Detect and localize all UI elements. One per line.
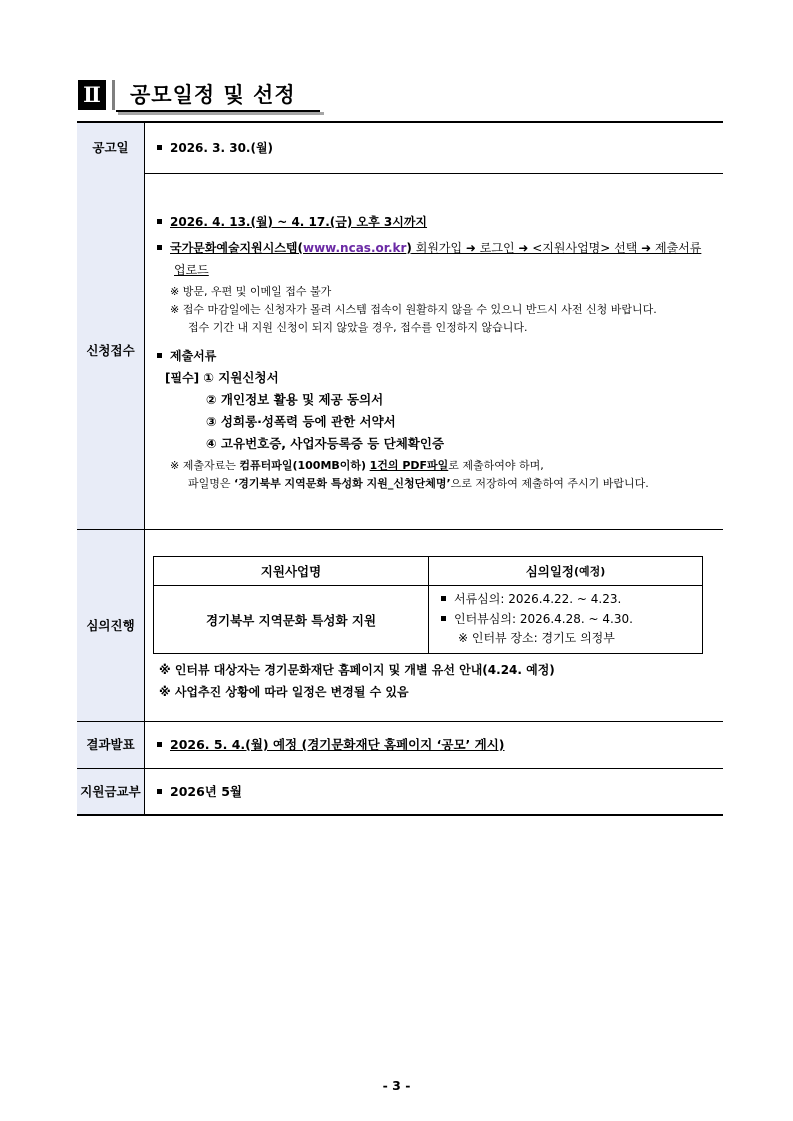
filename-b: ‘경기북부 지역문화 특성화 지원_신청단체명’	[234, 477, 451, 490]
doc-review-line	[441, 590, 621, 608]
announce-date: 2026. 3. 30.(월)	[170, 141, 274, 155]
system-name: 국가문화예술지원시스템(	[170, 241, 303, 255]
doc-item-3: ③ 성희롱·성폭력 등에 관한 서약서	[206, 414, 396, 429]
filename-a: 파일명은	[188, 477, 235, 490]
review-note-2: ※ 사업추진 상황에 따라 일정은 변경될 수 있음	[159, 685, 409, 699]
bullet-icon	[157, 742, 162, 747]
bullet-icon	[157, 145, 162, 150]
interview-place: ※ 인터뷰 장소: 경기도 의정부	[458, 631, 615, 645]
section-heading	[78, 78, 323, 112]
bullet-icon	[157, 245, 162, 250]
filename-note	[188, 475, 649, 492]
cell-announce	[145, 123, 723, 173]
label-grant	[77, 769, 145, 814]
doc-item-1: ① 지원신청서	[203, 370, 279, 385]
submit-note-e: 로 제출하여야 하며,	[448, 459, 544, 472]
doc-item-4: ④ 고유번호증, 사업자등록증 등 단체확인증	[206, 436, 445, 451]
program-name: 경기북부 지역문화 특성화 지원	[154, 586, 429, 653]
grant-text: 2026년 5월	[170, 784, 242, 799]
submit-note-d: 1건의 PDF파일	[369, 459, 449, 472]
filename-c: 으로 저장하여 제출하여 주시기 바랍니다.	[450, 477, 649, 490]
row-result	[77, 722, 723, 769]
label-grant-line2: 교부	[116, 783, 141, 799]
bullet-icon	[441, 616, 446, 621]
col-header-program: 지원사업명	[154, 557, 429, 586]
result-line	[157, 736, 505, 754]
section-number-box: Ⅱ	[78, 80, 106, 110]
interview-review: 인터뷰심의: 2026.4.28. ~ 4.30.	[454, 612, 633, 626]
grant-line	[157, 783, 242, 801]
doc-item-2: ② 개인정보 활용 및 제공 동의서	[206, 392, 384, 407]
col-header-schedule	[429, 557, 702, 586]
required-tag: [필수]	[165, 371, 200, 385]
title-shadow	[118, 112, 324, 115]
system-url-link[interactable]: www.ncas.or.kr	[303, 241, 407, 255]
doc-review: 서류심의: 2026.4.22. ~ 4.23.	[454, 592, 622, 606]
apply-period: 2026. 4. 13.(월) ~ 4. 17.(금) 오후 3시까지	[170, 215, 428, 229]
label-result: 결과발표	[77, 722, 145, 768]
section-title: 공모일정 및 선정	[130, 83, 296, 107]
row-announce	[77, 121, 723, 174]
system-steps-cont: 업로드	[174, 263, 209, 277]
bullet-icon	[157, 219, 162, 224]
result-text: 2026. 5. 4.(월) 예정 (경기문화재단 홈페이지 ‘공모’ 게시)	[170, 737, 505, 752]
review-schedule-table	[153, 556, 703, 654]
bullet-icon	[157, 789, 162, 794]
apply-note-2-cont: 접수 기간 내 지원 신청이 되지 않았을 경우, 접수를 인정하지 않습니다.	[188, 321, 528, 334]
submit-note	[170, 457, 544, 474]
label-review: 심의진행	[77, 530, 145, 721]
row-grant	[77, 769, 723, 816]
review-note-1: ※ 인터뷰 대상자는 경기문화재단 홈페이지 및 개별 유선 안내(4.24. 예정)	[159, 663, 555, 677]
doc-item-1-line	[165, 369, 279, 387]
system-close: )	[406, 241, 412, 255]
section-divider	[112, 80, 115, 110]
cell-apply	[145, 173, 723, 529]
row-apply	[77, 173, 723, 530]
review-dates	[429, 586, 702, 653]
page-number: - 3 -	[382, 1078, 411, 1093]
cell-review	[145, 530, 723, 721]
col-header-schedule-main: 심의일정	[525, 564, 574, 579]
apply-note-1: ※ 방문, 우편 및 이메일 접수 불가	[170, 285, 332, 298]
system-steps: 회원가입 ➜ 로그인 ➜ <지원사업명> 선택 ➜ 제출서류	[411, 241, 702, 255]
apply-note-2: ※ 접수 마감일에는 신청자가 몰려 시스템 접속이 원활하지 않을 수 있으니 반드시 사전 신청 바랍니다.	[170, 303, 657, 316]
label-grant-line1: 지원금	[80, 783, 117, 799]
label-apply: 신청접수	[77, 173, 145, 529]
bullet-icon	[441, 596, 446, 601]
apply-system-line	[157, 239, 701, 257]
row-review	[77, 530, 723, 722]
submit-note-a: ※ 제출자료는	[170, 459, 240, 472]
interview-line	[441, 610, 633, 628]
cell-result	[145, 722, 723, 768]
docs-title: 제출서류	[170, 349, 217, 363]
bullet-icon	[157, 353, 162, 358]
apply-period-line	[157, 213, 427, 231]
cell-grant	[145, 769, 723, 814]
announce-line	[157, 139, 273, 157]
submit-note-b: 컴퓨터파일(100MB이하)	[239, 459, 367, 472]
docs-title-line	[157, 347, 216, 365]
label-announce: 공고일	[77, 123, 145, 173]
col-header-schedule-sub: (예정)	[574, 565, 606, 578]
